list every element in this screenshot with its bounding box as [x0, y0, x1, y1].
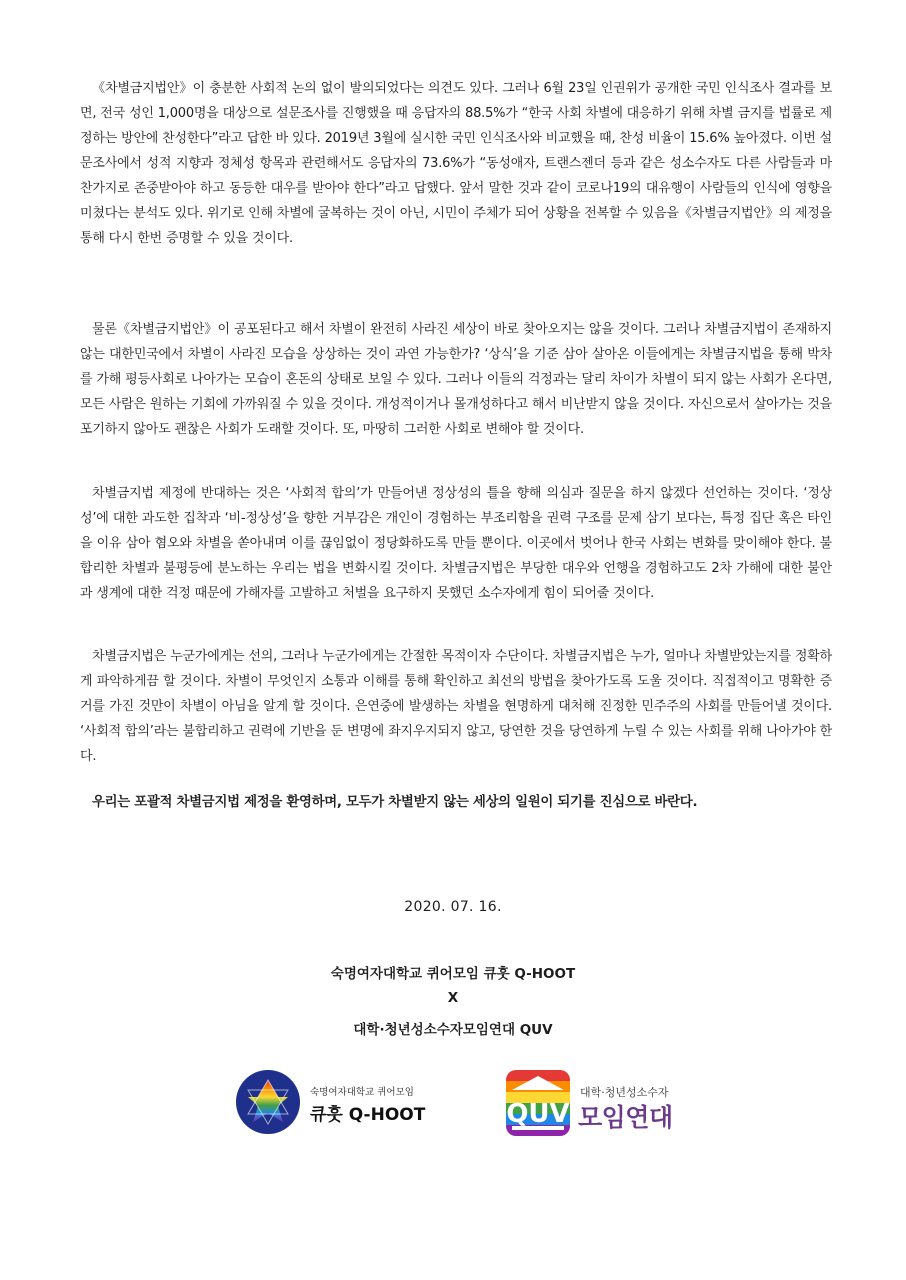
- paragraph-1: 《차별금지법안》이 충분한 사회적 논의 없이 발의되었다는 의견도 있다. 그러나 6월 23일 인권위가 공개한 국민 인식조사 결과를 보면, 전국 성인 1,000명을 대상으로 설문조사를 진행했을 때 응답자의 88.5%가 “한국 사회 차별에 대응하기 위해 차별 금지를 법률로 제정하는 방안에 찬성한다”라고 답한 바 있다. 2019년 3월에 실시한 국민 인식조사와 비교했을 때, 찬성 비율이 15.6% 높아졌다. 이번 설문조사에서 성적 지향과 정체성 항목과 관련해서도 응답자의 73.6%가 “동성애자, 트랜스젠더 등과 같은 성소수자도 다른 사람들과 마찬가지로 존중받아야 하고 동등한 대우를 받아야 한다”라고 답했다. 앞서 말한 것과 같이 코로나19의 대유행이 사람들의 인식에 영향을 미쳤다는 분석도 있다. 위기로 인해 차별에 굴복하는 것이 아닌, 시민이 주체가 되어 상황을 전복할 수 있음을《차별금지법안》의 제정을 통해 다시 한번 증명할 수 있을 것이다.: [80, 81, 832, 246]
- signer-quv: 대학·청년성소수자모임연대 QUV: [353, 1022, 553, 1038]
- signer-qhoot: 숙명여자대학교 퀴어모임 큐훗 Q-HOOT: [330, 966, 576, 982]
- quv-logo-title: 모임연대: [578, 1103, 673, 1132]
- signer-separator: X: [447, 990, 459, 1006]
- quv-logo-subtitle: 대학·청년성소수자: [580, 1086, 669, 1099]
- rainbow-star-icon: [242, 1076, 294, 1128]
- paragraph-2: 물론《차별금지법안》이 공포된다고 해서 차별이 완전히 사라진 세상이 바로 찾아오지는 않을 것이다. 그러나 차별금지법이 존재하지 않는 대한민국에서 차별이 사라진 모습을 상상하는 것이 과연 가능한가? ‘상식’을 기준 삼아 살아온 이들에게는 차별금지법을 통해 박차를 가해 평등사회로 나아가는 모습이 혼돈의 상태로 보일 수 있다. 그러나 이들의 걱정과는 달리 차이가 차별이 되지 않는 사회가 온다면, 모든 사람은 원하는 기회에 가까워질 수 있을 것이다. 개성적이거나 몰개성하다고 해서 비난받지 않을 것이다. 자신으로서 살아가는 것을 포기하지 않아도 괜찮은 사회가 도래할 것이다. 또, 마땅히 그러한 사회로 변해야 할 것이다.: [80, 322, 832, 437]
- qhoot-logo: [236, 1070, 426, 1136]
- paragraph-3: 차별금지법 제정에 반대하는 것은 ‘사회적 합의’가 만들어낸 정상성의 틀을 향해 의심과 질문을 하지 않겠다 선언하는 것이다. ‘정상성’에 대한 과도한 집착과 ‘비-정상성’을 향한 거부감은 개인이 경험하는 부조리함을 권력 구조를 문제 삼기 보다는, 특정 집단 혹은 타인을 이유 삼아 혐오와 차별을 쏟아내며 이를 끊임없이 정당화하도록 만들 뿐이다. 이곳에서 벗어나 한국 사회는 변화를 맞이해야 한다. 불합리한 차별과 불평등에 분노하는 우리는 법을 변화시킬 것이다. 차별금지법은 부당한 대우와 언행을 경험하고도 2차 가해에 대한 불안과 생계에 대한 걱정 때문에 가해자를 고발하고 처벌을 요구하지 못했던 소수자에게 힘이 되어줄 것이다.: [80, 486, 832, 601]
- paragraph-4: 차별금지법은 누군가에게는 선의, 그러나 누군가에게는 간절한 목적이자 수단이다. 차별금지법은 누가, 얼마나 차별받았는지를 정확하게 파악하게끔 할 것이다. 차별이 무엇인지 소통과 이해를 통해 확인하고 최선의 방법을 찾아가도록 도울 것이다. 직접적이고 명확한 증거를 가진 것만이 차별이 아님을 알게 할 것이다. 은연중에 발생하는 차별을 현명하게 대처해 진정한 민주주의 사회를 만들어낼 것이다. ‘사회적 합의’라는 불합리하고 권력에 기반을 둔 변명에 좌지우지되지 않고, 당연한 것을 당연하게 누릴 수 있는 사회를 위해 나아가야 한다.: [80, 649, 832, 764]
- quv-rainbow-badge-icon: [506, 1070, 570, 1136]
- quv-logo: [506, 1070, 706, 1138]
- quv-badge-letters: QUV: [506, 1099, 570, 1129]
- qhoot-logo-title: 큐훗 Q-HOOT: [310, 1105, 426, 1125]
- document-date: 2020. 07. 16.: [404, 899, 502, 915]
- closing-statement: 우리는 포괄적 차별금지법 제정을 환영하며, 모두가 차별받지 않는 세상의 일원이 되기를 진심으로 바란다.: [92, 795, 698, 810]
- qhoot-logo-subtitle: 숙명여자대학교 퀴어모임: [310, 1087, 414, 1098]
